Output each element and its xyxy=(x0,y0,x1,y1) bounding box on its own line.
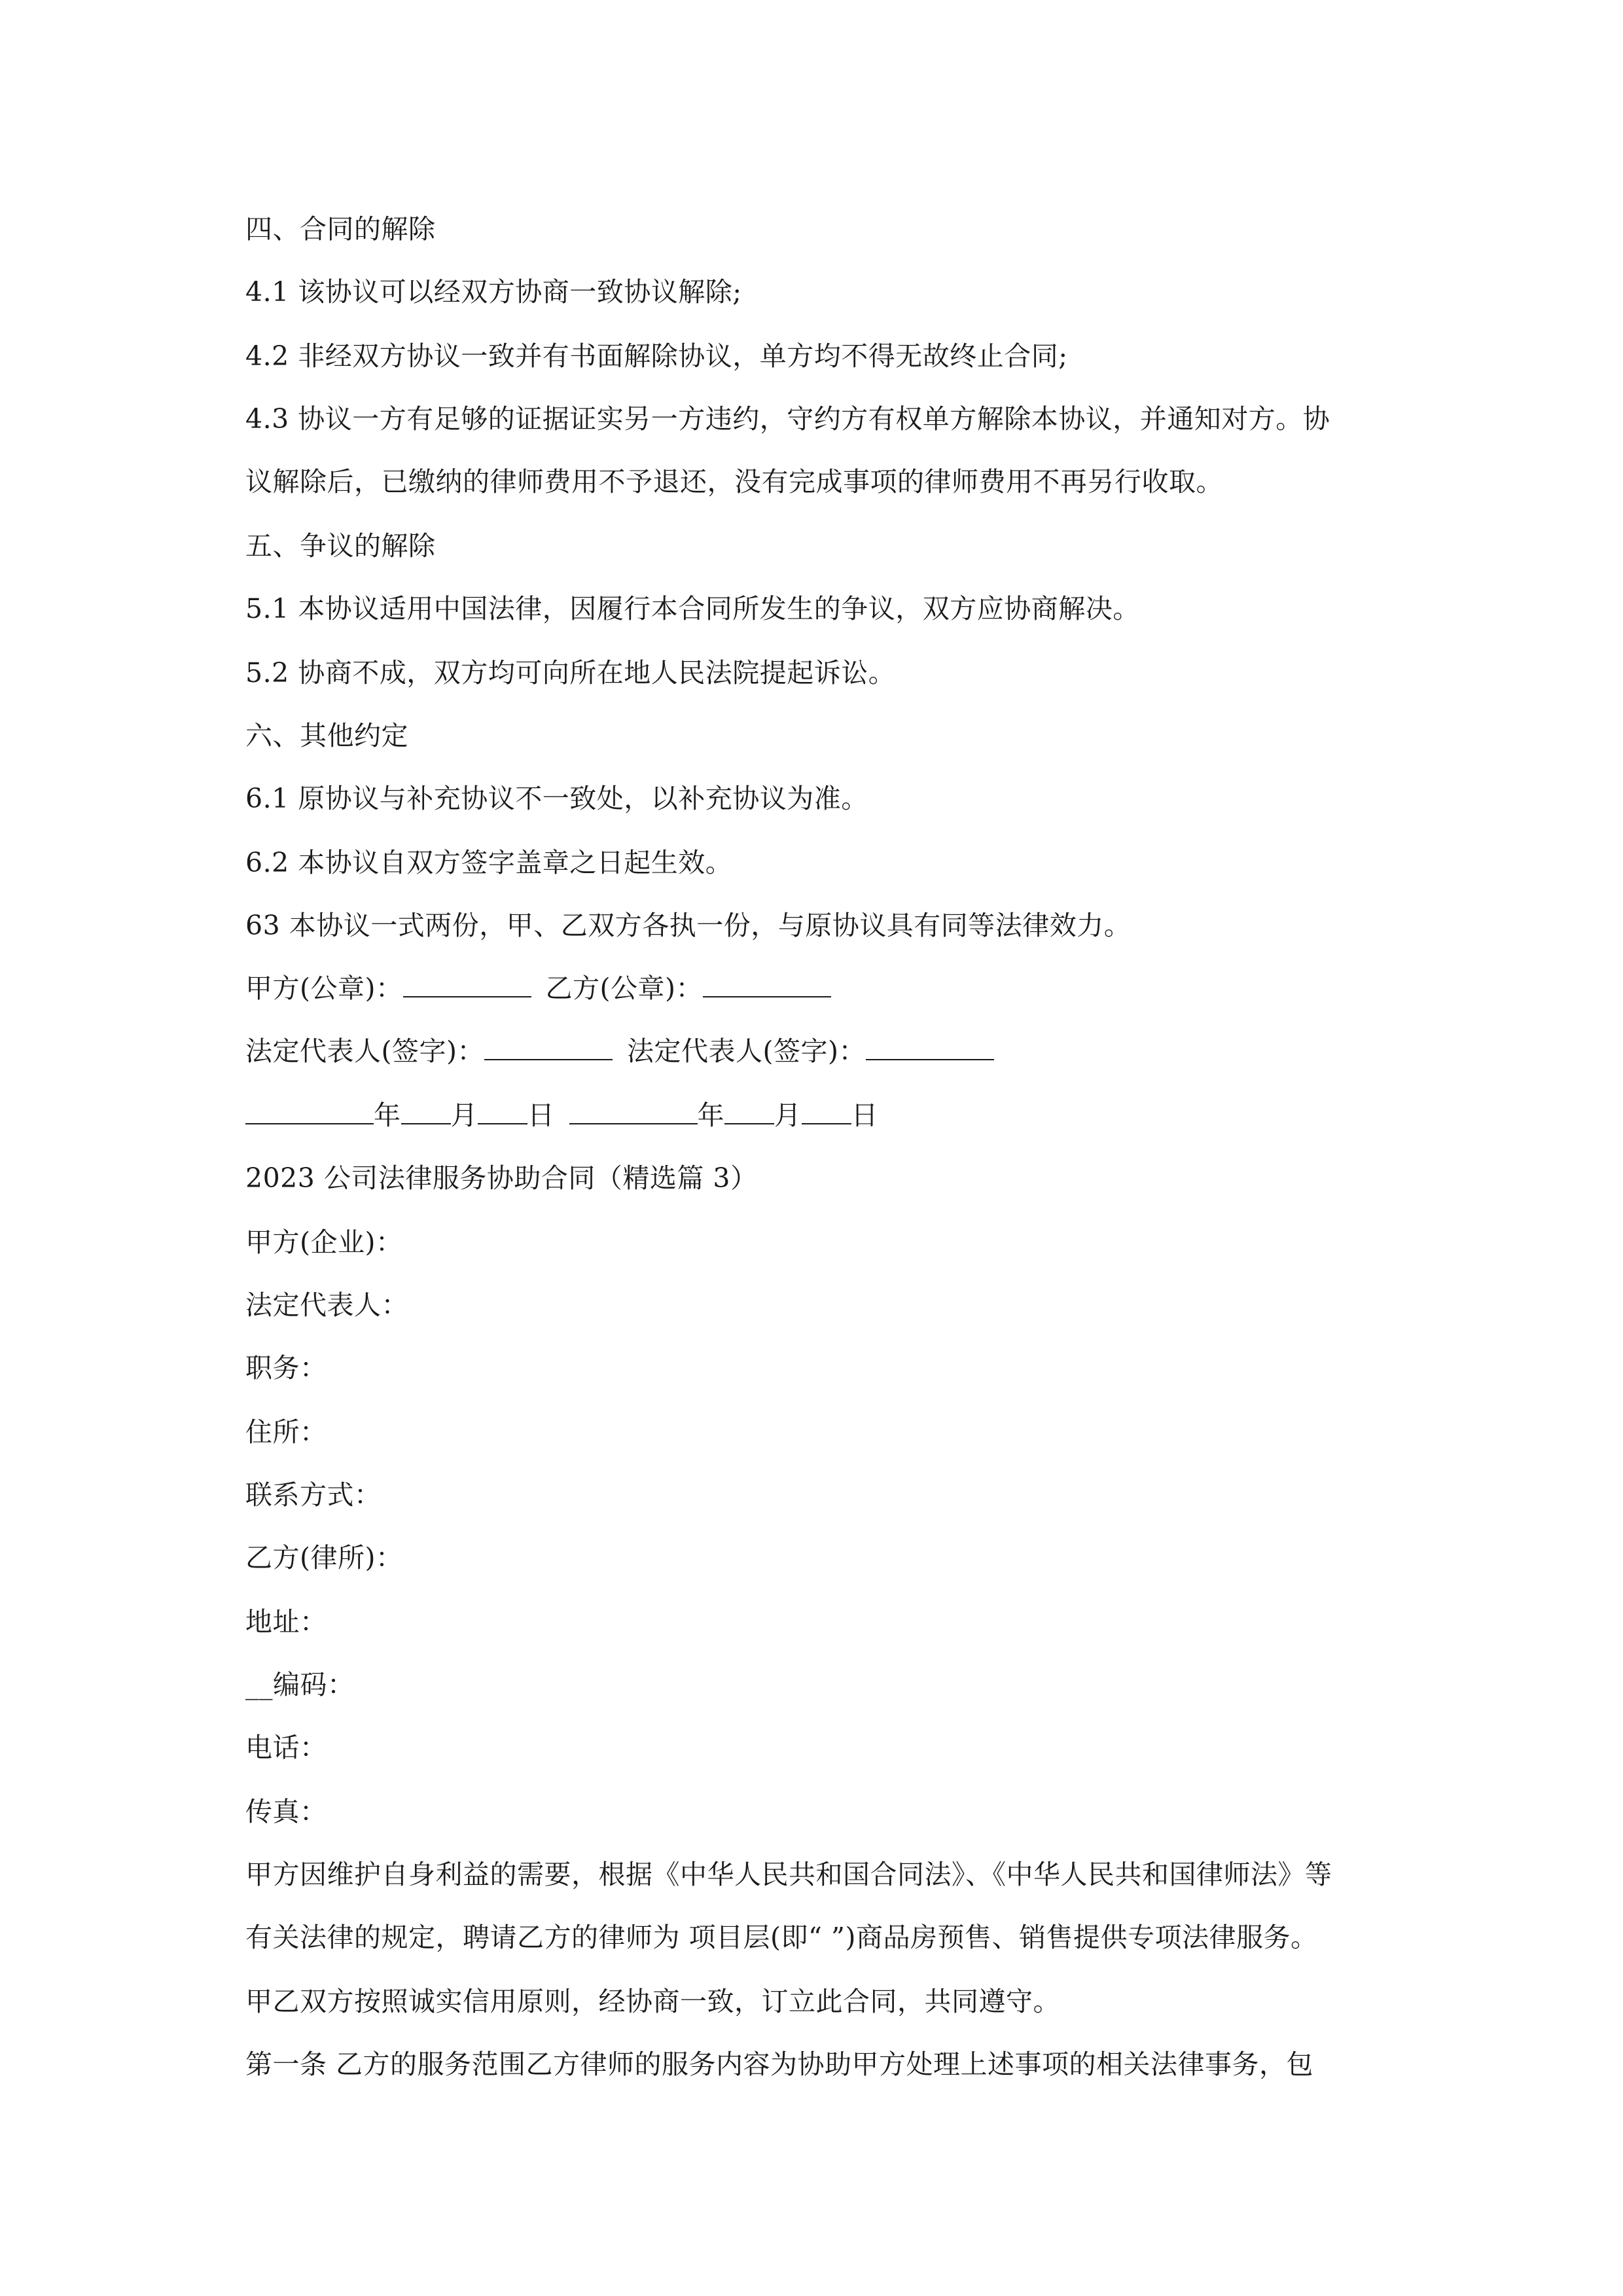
date-a-day-label: 日 xyxy=(527,1100,555,1131)
section-4-heading: 四、合同的解除 xyxy=(245,213,436,245)
rep-a-label: 法定代表人(签字)： xyxy=(245,1035,484,1067)
preamble-line1: 甲方因维护自身利益的需要，根据《中华人民共和国合同法》、《中华人民共和国律师法》等 xyxy=(245,1859,1332,1890)
contract-3-title: 2023 公司法律服务协助合同（精选篇 3） xyxy=(245,1162,758,1194)
date-b-month-label: 月 xyxy=(774,1100,802,1131)
date-line xyxy=(245,1097,878,1134)
clause-4-2: 4.2 非经双方协议一致并有书面解除协议，单方均不得无故终止合同; xyxy=(245,340,1068,372)
date-b-day-label: 日 xyxy=(851,1100,878,1131)
clause-4-3-line1: 4.3 协议一方有足够的证据证实另一方违约，守约方有权单方解除本协议，并通知对方。协 xyxy=(245,403,1330,435)
rep-b-label: 法定代表人(签字)： xyxy=(627,1035,866,1067)
party-b-seal-blank[interactable] xyxy=(703,970,831,997)
representative-signature-line xyxy=(245,1033,994,1069)
party-a-seal-blank[interactable] xyxy=(403,970,531,997)
rep-a-blank[interactable] xyxy=(484,1033,613,1060)
seal-signature-line xyxy=(245,970,831,1007)
clause-6-2: 6.2 本协议自双方签字盖章之日起生效。 xyxy=(245,847,733,878)
postcode-field: __编码： xyxy=(245,1669,355,1700)
date-b-year-blank[interactable] xyxy=(569,1097,698,1124)
date-a-month-blank[interactable] xyxy=(401,1097,451,1124)
party-a-field: 甲方(企业)： xyxy=(245,1227,403,1258)
position-field: 职务： xyxy=(245,1352,327,1384)
preamble-line3: 甲乙双方按照诚实信用原则，经协商一致，订立此合同，共同遵守。 xyxy=(245,1986,1060,2017)
clause-4-1: 4.1 该协议可以经双方协商一致协议解除; xyxy=(245,276,742,308)
date-b-year-label: 年 xyxy=(697,1100,724,1131)
address-field: 地址： xyxy=(245,1606,327,1638)
section-5-heading: 五、争议的解除 xyxy=(245,530,436,562)
party-b-seal-label: 乙方(公章)： xyxy=(545,973,703,1004)
rep-b-blank[interactable] xyxy=(866,1033,994,1060)
party-a-seal-label: 甲方(公章)： xyxy=(245,973,403,1004)
date-b-month-blank[interactable] xyxy=(724,1097,774,1124)
clause-6-1: 6.1 原协议与补充协议不一致处，以补充协议为准。 xyxy=(245,783,868,814)
clause-6-3: 63 本协议一式两份，甲、乙双方各执一份，与原协议具有同等法律效力。 xyxy=(245,910,1132,941)
section-6-heading: 六、其他约定 xyxy=(245,720,408,751)
contact-field: 联系方式： xyxy=(245,1479,382,1511)
party-b-field: 乙方(律所)： xyxy=(245,1542,403,1573)
date-a-year-label: 年 xyxy=(374,1100,401,1131)
fax-field: 传真： xyxy=(245,1796,327,1827)
date-a-day-blank[interactable] xyxy=(478,1097,527,1124)
preamble-line2: 有关法律的规定，聘请乙方的律师为 项目层(即“ ”)商品房预售、销售提供专项法律服务。 xyxy=(245,1922,1318,1953)
date-a-month-label: 月 xyxy=(450,1100,478,1131)
date-a-year-blank[interactable] xyxy=(245,1097,374,1124)
article-1-line1: 第一条 乙方的服务范围乙方律师的服务内容为协助甲方处理上述事项的相关法律事务，包 xyxy=(245,2049,1314,2080)
residence-field: 住所： xyxy=(245,1416,327,1448)
legal-representative-field: 法定代表人： xyxy=(245,1289,408,1321)
clause-5-1: 5.1 本协议适用中国法律，因履行本合同所发生的争议，双方应协商解决。 xyxy=(245,593,1140,624)
phone-field: 电话： xyxy=(245,1732,327,1763)
clause-4-3-line2: 议解除后，已缴纳的律师费用不予退还，没有完成事项的律师费用不再另行收取。 xyxy=(245,466,1223,497)
clause-5-2: 5.2 协商不成，双方均可向所在地人民法院提起诉讼。 xyxy=(245,657,896,689)
date-b-day-blank[interactable] xyxy=(802,1097,851,1124)
